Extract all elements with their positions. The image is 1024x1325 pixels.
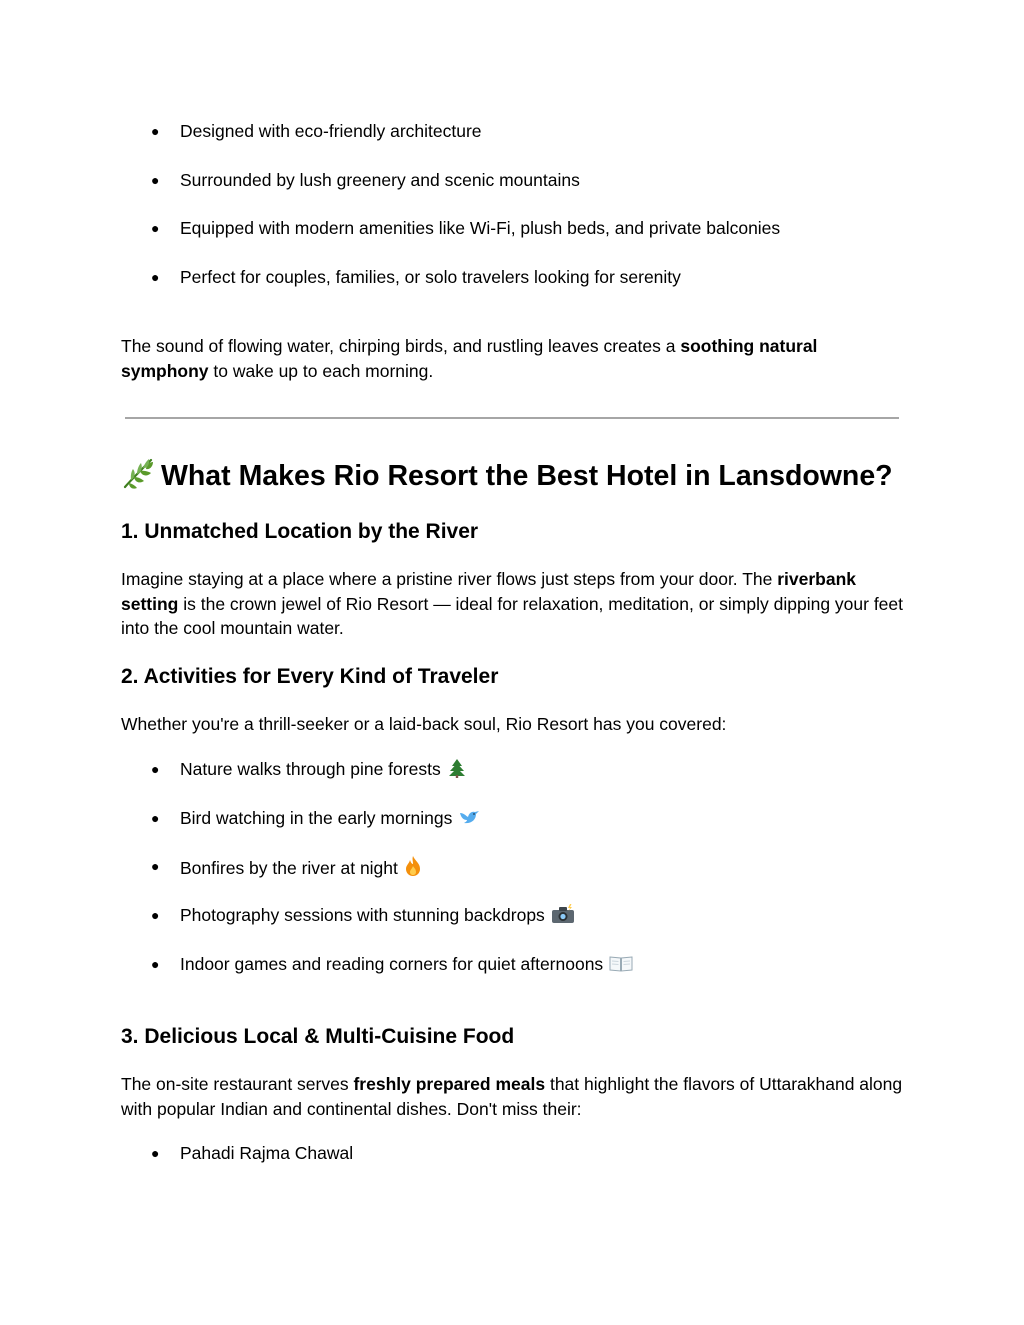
list-item: ● Bird watching in the early mornings (121, 807, 911, 829)
features-list (121, 120, 911, 315)
list-item: ● Designed with eco-friendly architecture (151, 121, 482, 141)
section-paragraph: Imagine staying at a place where a pristine river flows just steps from your door. The riverbank setting is the crown jewel of Rio Resort — ideal for relaxation, meditation, or simply dipping your feet into the cool mountain water. (121, 569, 904, 638)
intro-paragraph: The sound of flowing water, chirping birds, and rustling leaves creates a soothing natural symphony to wake up to each morning. (121, 336, 818, 381)
horizontal-divider (125, 417, 899, 419)
bold-text: soothing natural symphony (121, 336, 818, 381)
section-paragraph: Whether you're a thrill-seeker or a laid-back soul, Rio Resort has you covered: (121, 714, 727, 734)
bullet-icon: ● (151, 809, 160, 826)
fire-icon (404, 855, 422, 882)
section-heading: 1. Unmatched Location by the River (121, 520, 479, 543)
bullet-icon: ● (151, 858, 160, 875)
pine-tree-icon (447, 758, 467, 783)
main-heading: What Makes Rio Resort the Best Hotel in Lansdowne? (121, 456, 893, 500)
camera-flash-icon (551, 904, 575, 929)
bullet-icon: ● (151, 220, 160, 237)
list-item: ● Pahadi Rajma Chawal (151, 1143, 354, 1163)
list-item: ● Surrounded by lush greenery and scenic mountains (151, 169, 580, 190)
bullet-icon: ● (151, 1145, 160, 1161)
list-item: ● Nature walks through pine forests (121, 758, 911, 780)
bullet-icon: ● (151, 761, 160, 777)
bullet-icon: ● (151, 123, 160, 139)
list-item: ● Equipped with modern amenities like Wi-Fi, plush beds, and private balconies (151, 218, 781, 239)
section-heading: 2. Activities for Every Kind of Traveler (121, 665, 499, 688)
activities-list (121, 758, 911, 1001)
bold-text: freshly prepared meals (353, 1074, 546, 1094)
section-heading: 3. Delicious Local & Multi-Cuisine Food (121, 1025, 515, 1048)
bullet-icon: ● (151, 171, 160, 188)
bullet-icon: ● (151, 955, 160, 972)
list-item: ● Indoor games and reading corners for quiet afternoons (121, 953, 911, 975)
dishes-list (121, 1142, 911, 1191)
list-item: ● Photography sessions with stunning backdrops (121, 904, 911, 926)
bullet-icon: ● (151, 269, 160, 286)
herb-leaf-icon (121, 456, 155, 500)
bold-text: riverbank setting (121, 569, 857, 614)
list-item: ● Bonfires by the river at night (121, 855, 911, 877)
section-paragraph: The on-site restaurant serves freshly prepared meals that highlight the flavors of Uttarakhand along with popular Indian and continental dishes. Don't miss their: (121, 1074, 903, 1119)
bullet-icon: ● (151, 907, 160, 924)
bird-icon (458, 807, 480, 832)
list-item: ● Perfect for couples, families, or solo travelers looking for serenity (151, 267, 681, 288)
open-book-icon (609, 953, 633, 978)
